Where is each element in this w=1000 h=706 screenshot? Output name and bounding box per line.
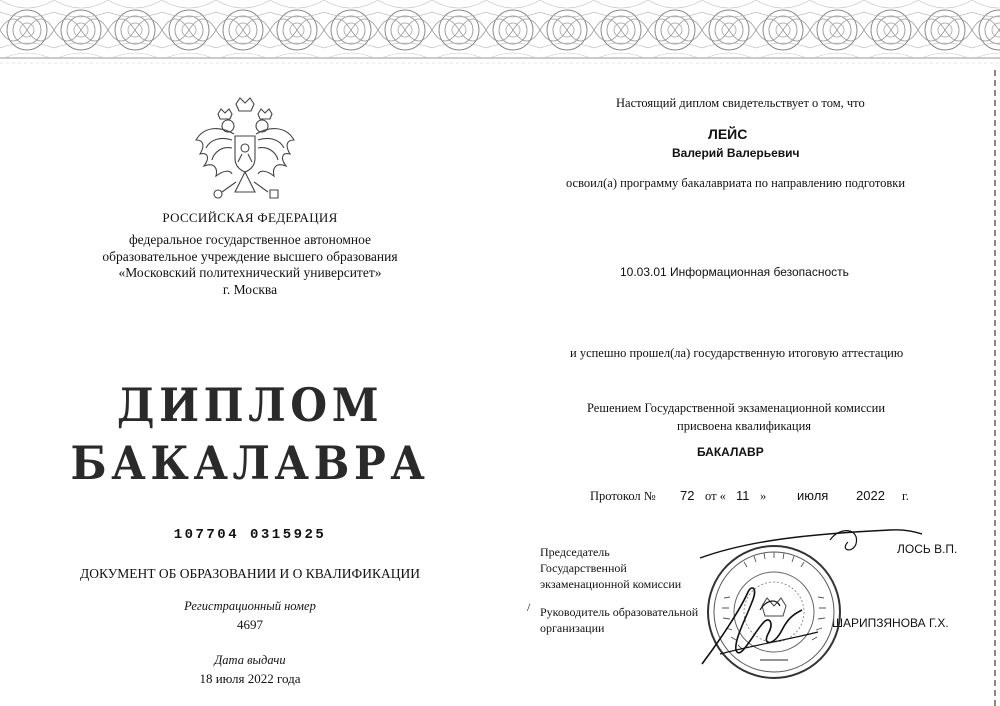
- decision-line-2: присвоена квалификация: [677, 419, 812, 433]
- registration-number: 4697: [237, 617, 263, 632]
- graduate-given-names: Валерий Валерьевич: [672, 146, 800, 160]
- protocol-month: июля: [797, 488, 829, 503]
- attestation-text: и успешно прошел(ла) государственную итоговую аттестацию: [570, 346, 904, 360]
- diploma-title-line-2: БАКАЛАВРА: [70, 436, 430, 490]
- country-label: РОССИЙСКАЯ ФЕДЕРАЦИЯ: [162, 210, 338, 225]
- ornament-pattern: [0, 0, 1000, 66]
- protocol-day: 11: [736, 488, 750, 503]
- protocol-quote-close: »: [760, 489, 767, 503]
- program-text: освоил(а) программу бакалавриата по направлению подготовки: [566, 176, 906, 190]
- city: г. Москва: [222, 281, 278, 297]
- coat-of-arms-icon: [190, 96, 300, 213]
- serial-number: 107704 0315925: [173, 527, 327, 543]
- chair-title-block: [540, 544, 681, 592]
- issue-date-value: 18 июля 2022 года: [199, 671, 301, 686]
- protocol-from: от «: [705, 489, 726, 503]
- protocol-year-suffix: г.: [902, 489, 909, 503]
- document-type: ДОКУМЕНТ ОБ ОБРАЗОВАНИИ И О КВАЛИФИКАЦИИ: [80, 566, 420, 581]
- institution-block: [0, 232, 500, 298]
- chair-signature: [690, 520, 930, 575]
- head-title-line-2: организации: [540, 621, 605, 635]
- protocol-number: 72: [680, 488, 695, 503]
- chair-title-line-1: Председатель: [540, 545, 610, 559]
- specialty: 10.03.01 Информационная безопасность: [620, 265, 849, 279]
- margin-mark: /: [527, 600, 531, 614]
- head-name: ШАРИПЗЯНОВА Г.Х.: [832, 616, 949, 630]
- diploma-title-line-1: ДИПЛОМ: [116, 378, 384, 432]
- chair-name: ЛОСЬ В.П.: [897, 542, 958, 556]
- institution-line-1: федеральное государственное автономное: [128, 232, 372, 247]
- institution-line-2: образовательное учреждение высшего образования: [102, 248, 398, 264]
- chair-title-line-2: Государственной: [540, 561, 627, 575]
- head-title-block: [540, 604, 698, 636]
- qualification: БАКАЛАВР: [697, 445, 764, 459]
- head-title-line-1: Руководитель образовательной: [540, 605, 699, 619]
- ornamental-border: [0, 0, 1000, 66]
- graduate-surname: ЛЕЙС: [708, 126, 748, 142]
- decision-line-1: Решением Государственной экзаменационной комиссии: [587, 401, 886, 415]
- intro-text: Настоящий диплом свидетельствует о том, что: [616, 96, 865, 110]
- registration-label: Регистрационный номер: [184, 599, 316, 613]
- issue-date-label: Дата выдачи: [214, 653, 286, 667]
- institution-line-3: «Московский политехнический университет»: [118, 265, 382, 280]
- right-edge-border: [994, 70, 996, 706]
- protocol-label: Протокол №: [590, 489, 656, 503]
- protocol-year: 2022: [856, 488, 885, 503]
- head-signature: [690, 570, 830, 685]
- chair-title-line-3: экзаменационной комиссии: [540, 577, 682, 591]
